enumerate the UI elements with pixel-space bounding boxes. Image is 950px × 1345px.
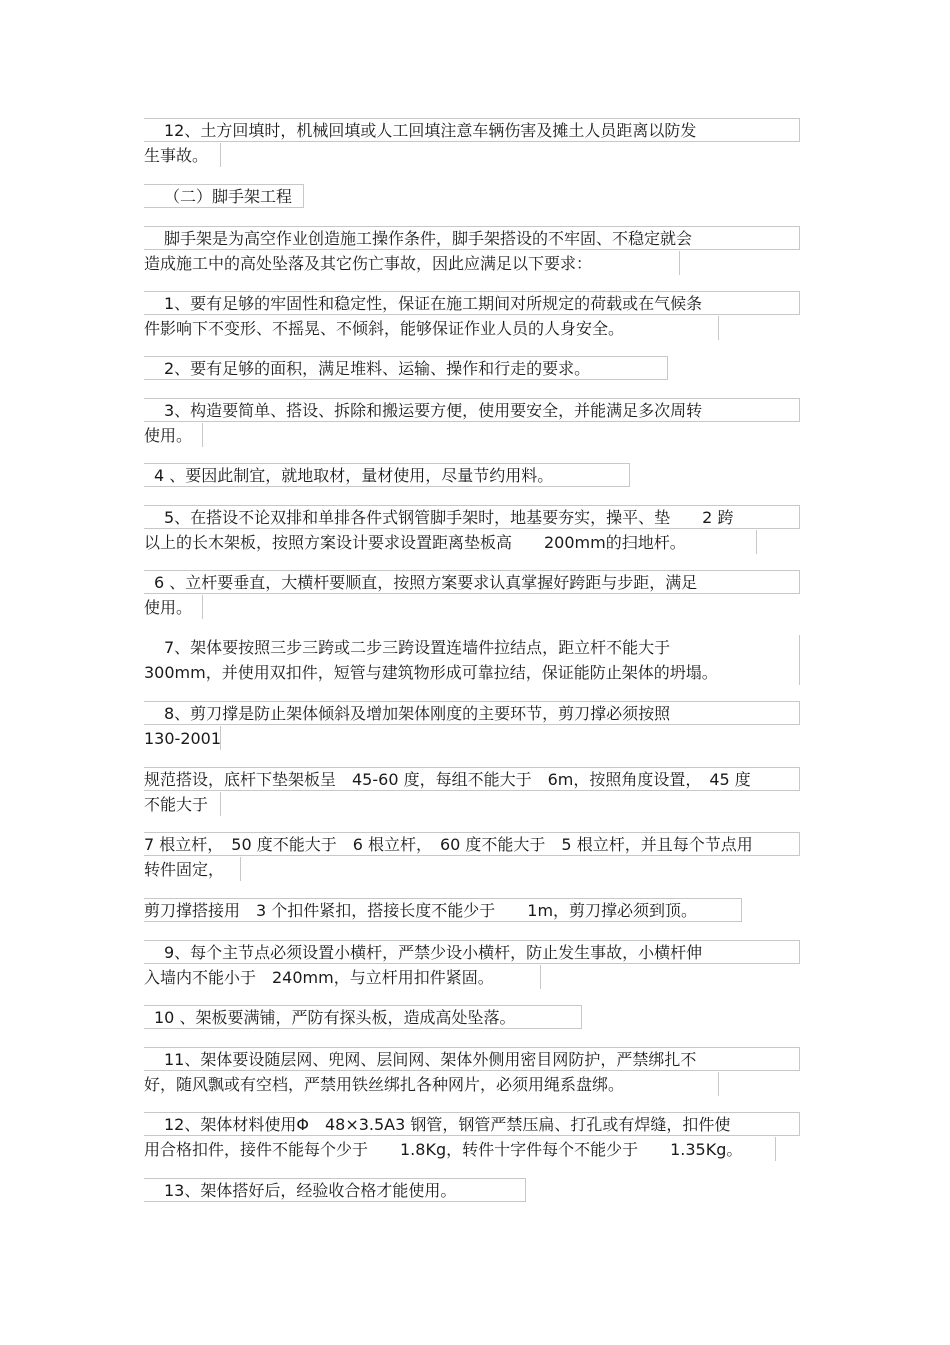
paragraph-item-12 xyxy=(144,1112,800,1162)
text-line: 转件固定， xyxy=(144,860,225,879)
text-line: 2、要有足够的面积，满足堆料、运输、操作和行走的要求。 xyxy=(164,359,591,378)
text-line: 8、剪刀撑是防止架体倾斜及增加架体刚度的主要环节，剪刀撑必须按照 xyxy=(164,704,671,723)
text-line: 13、架体搭好后，经验收合格才能使用。 xyxy=(164,1181,457,1200)
paragraph-item-8-cont-2 xyxy=(144,832,800,882)
text-line: 用合格扣件，接件不能每个少于 1.8Kg，转件十字件每个不能少于 1.35Kg。 xyxy=(144,1140,743,1159)
text-line: 件影响下不变形、不摇晃、不倾斜，能够保证作业人员的人身安全。 xyxy=(144,319,625,338)
text-line: 入墙内不能小于 240mm，与立杆用扣件紧固。 xyxy=(144,968,494,987)
text-line: 5、在搭设不论双排和单排各件式钢管脚手架时，地基要夯实，操平、垫 2 跨 xyxy=(164,508,734,527)
paragraph-item-4 xyxy=(144,463,800,488)
paragraph-item-6 xyxy=(144,570,800,620)
text-line: 10 、架板要满铺，严防有探头板，造成高处坠落。 xyxy=(154,1008,516,1027)
text-line: 不能大于 xyxy=(144,795,209,814)
text-line: 1、要有足够的牢固性和稳定性，保证在施工期间对所规定的荷载或在气候条 xyxy=(164,294,703,313)
paragraph-item-8-cont-3 xyxy=(144,898,800,923)
paragraph-item-11 xyxy=(144,1047,800,1097)
text-line: 12、土方回填时，机械回填或人工回填注意车辆伤害及摊土人员距离以防发 xyxy=(164,121,697,140)
paragraph-item-10 xyxy=(144,1005,800,1030)
paragraph-item-8 xyxy=(144,701,800,751)
text-line: 12、架体材料使用Φ 48×3.5A3 钢管，钢管严禁压扁、打孔或有焊缝，扣件使 xyxy=(164,1115,731,1134)
text-line: 使用。 xyxy=(144,598,193,617)
text-line: 造成施工中的高处坠落及其它伤亡事故，因此应满足以下要求： xyxy=(144,254,593,273)
text-line: 300mm，并使用双扣件，短管与建筑物形成可靠拉结，保证能防止架体的坍塌。 xyxy=(144,663,718,682)
text-line: 130-2001 xyxy=(144,729,222,748)
text-line: 3、构造要简单、搭设、拆除和搬运要方便，使用要安全，并能满足多次周转 xyxy=(164,401,703,420)
text-line: 剪刀撑搭接用 3 个扣件紧扣，搭接长度不能少于 1m，剪刀撑必须到顶。 xyxy=(144,901,698,920)
paragraph-item-3 xyxy=(144,398,800,448)
paragraph-intro xyxy=(144,226,800,276)
text-line: 6 、立杆要垂直，大横杆要顺直，按照方案要求认真掌握好跨距与步距，满足 xyxy=(154,573,698,592)
paragraph-earthwork-12 xyxy=(144,118,800,168)
text-line: 使用。 xyxy=(144,426,193,445)
paragraph-item-8-cont-1 xyxy=(144,767,800,817)
section-heading: （二）脚手架工程 xyxy=(164,187,293,206)
text-line: 9、每个主节点必须设置小横杆，严禁少设小横杆，防止发生事故，小横杆伸 xyxy=(164,943,703,962)
paragraph-item-7 xyxy=(144,635,800,685)
paragraph-item-9 xyxy=(144,940,800,990)
text-line: 脚手架是为高空作业创造施工操作条件，脚手架搭设的不牢固、不稳定就会 xyxy=(164,229,693,248)
section-heading-scaffolding xyxy=(144,184,800,209)
paragraph-item-5 xyxy=(144,505,800,555)
text-line: 生事故。 xyxy=(144,146,209,165)
text-line: 11、架体要设随层网、兜网、层间网、架体外侧用密目网防护，严禁绑扎不 xyxy=(164,1050,697,1069)
text-line: 7 根立杆， 50 度不能大于 6 根立杆， 60 度不能大于 5 根立杆，并且每个节点用 xyxy=(144,835,753,854)
paragraph-item-1 xyxy=(144,291,800,341)
text-line: 以上的长木架板，按照方案设计要求设置距离垫板高 200mm的扫地杆。 xyxy=(144,533,686,552)
text-line: 规范搭设，底杆下垫架板呈 45-60 度，每组不能大于 6m，按照角度设置， 45 度 xyxy=(144,770,751,789)
paragraph-item-13 xyxy=(144,1178,800,1203)
text-line: 好，随风飘或有空档，严禁用铁丝绑扎各种网片，必须用绳系盘绑。 xyxy=(144,1075,625,1094)
text-line: 7、架体要按照三步三跨或二步三跨设置连墙件拉结点，距立杆不能大于 xyxy=(164,638,671,657)
paragraph-item-2 xyxy=(144,356,800,381)
text-line: 4 、要因此制宜，就地取材，量材使用，尽量节约用料。 xyxy=(154,466,554,485)
